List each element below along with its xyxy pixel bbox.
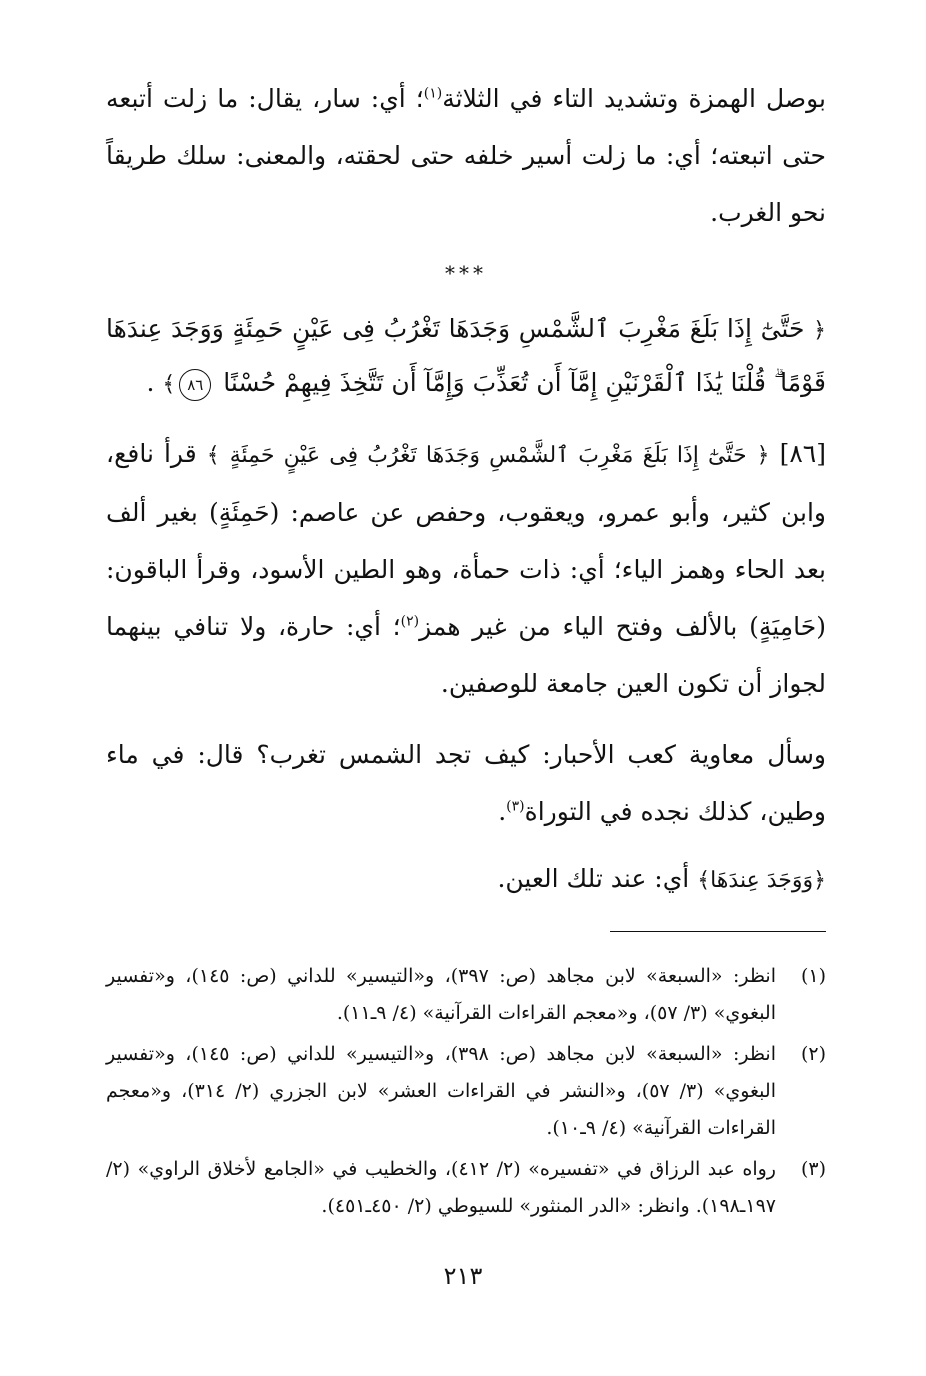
quoted-verse: حَتَّىٰٓ إِذَا بَلَغَ مَغْرِبَ ٱلشَّمْسِ وَجَدَهَا تَغْرُبُ فِى عَيْنٍ حَمِئَةٍ xyxy=(229,443,747,468)
footnote-number: (١) xyxy=(800,965,826,987)
paragraph-1 xyxy=(106,70,826,241)
paragraph-2-rest: ؛ أي: حارة، ولا تنافي بينهما لجواز أن تكون العين جامعة للوصفين. xyxy=(106,612,826,698)
footnote-2 xyxy=(106,1036,826,1147)
quote-close-bracket: ﴾ xyxy=(206,443,220,468)
verse-end: . xyxy=(146,368,155,397)
footnote-ref-3[interactable]: (٣) xyxy=(506,798,525,815)
quote-open-bracket-2: ﴿ xyxy=(813,868,826,893)
paragraph-1-rest: ؛ أي: سار، يقال: ما زلت أتبعه حتى اتبعته؛ أي: ما زلت أسير خلفه حتى لحقته، والمعنى: سلك طريقاً نحو الغرب. xyxy=(106,84,826,227)
footnote-text: انظر: «السبعة» لابن مجاهد (ص: ٣٩٧)، و«التيسير» للداني (ص: ١٤٥)، و«تفسير البغوي» (٣/ ٥٧)، و«معجم القراءات القرآنية» (٤/ ٩ـ١١). xyxy=(106,965,776,1024)
footnote-text: انظر: «السبعة» لابن مجاهد (ص: ٣٩٨)، و«التيسير» للداني (ص: ١٤٥)، و«تفسير البغوي» (٣/ ٥٧)، و«النشر في القراءات العشر» لابن الجزري (٢/ ٣١٤)، و«معجم القراءات القرآنية» (٤/ ٩ـ١٠). xyxy=(106,1043,776,1139)
footnote-ref-2[interactable]: (٢) xyxy=(400,613,420,630)
footnote-divider xyxy=(610,931,826,932)
footnote-text: رواه عبد الرزاق في «تفسيره» (٢/ ٤١٢)، والخطيب في «الجامع لأخلاق الراوي» (٢/ ١٩٧ـ١٩٨). وانظر: «الدر المنثور» للسيوطي (٢/ ٤٥٠ـ٤٥١). xyxy=(106,1158,776,1217)
page-number: ٢١٣ xyxy=(443,1262,483,1290)
paragraph-2-text: قرأ نافع، وابن كثير، وأبو عمرو، ويعقوب، وحفص عن عاصم: (حَمِئَةٍ) بغير ألف بعد الحاء وهمز الياء؛ أي: ذات حمأة، وهو الطين الأسود، وقرأ الباقون: (حَامِيَةٍ) بالألف وفتح الياء من غير همز xyxy=(106,439,827,641)
quote-open-bracket: ﴿ xyxy=(756,443,770,468)
paragraph-2 xyxy=(106,425,826,712)
paragraph-1-text: بوصل الهمزة وتشديد التاء في الثلاثة xyxy=(442,84,826,113)
paragraph-3 xyxy=(106,726,826,840)
footnote-ref-1[interactable]: (١) xyxy=(423,85,443,102)
verse-text: حَتَّىٰٓ إِذَا بَلَغَ مَغْرِبَ ٱلشَّمْسِ وَجَدَهَا تَغْرُبُ فِى عَيْنٍ حَمِئَةٍ وَوَجَدَ عِندَهَا قَوْمًا ۗ قُلْنَا يَٰذَا ٱلْقَرْنَيْنِ إِمَّآ أَن تُعَذِّبَ وَإِمَّآ أَن تَتَّخِذَ فِيهِمْ حُسْنًا xyxy=(106,314,826,397)
paragraph-4-text: أي: عند تلك العين. xyxy=(497,864,698,893)
ayah-number-badge: ٨٦ xyxy=(179,369,211,401)
verse-ref: [٨٦] xyxy=(779,439,826,468)
quoted-phrase: وَوَجَدَ عِندَهَا xyxy=(710,868,814,893)
footnote-number: (٢) xyxy=(800,1043,826,1065)
paragraph-3-end: . xyxy=(498,797,507,826)
section-separator: *** xyxy=(445,261,487,285)
verse-close-bracket: ﴾ xyxy=(162,372,176,397)
paragraph-4 xyxy=(106,850,826,909)
paragraph-3-text: وسأل معاوية كعب الأحبار: كيف تجد الشمس تغرب؟ قال: في ماء وطين، كذلك نجده في التوراة xyxy=(106,740,826,826)
footnotes xyxy=(106,958,826,1225)
verse-open-bracket: ﴿ xyxy=(813,318,826,343)
footnote-number: (٣) xyxy=(800,1158,826,1180)
page-content xyxy=(106,70,826,1229)
quote-close-bracket-2: ﴾ xyxy=(697,868,711,893)
quran-verse xyxy=(106,303,826,411)
footnote-1 xyxy=(106,958,826,1032)
footnote-3 xyxy=(106,1151,826,1225)
